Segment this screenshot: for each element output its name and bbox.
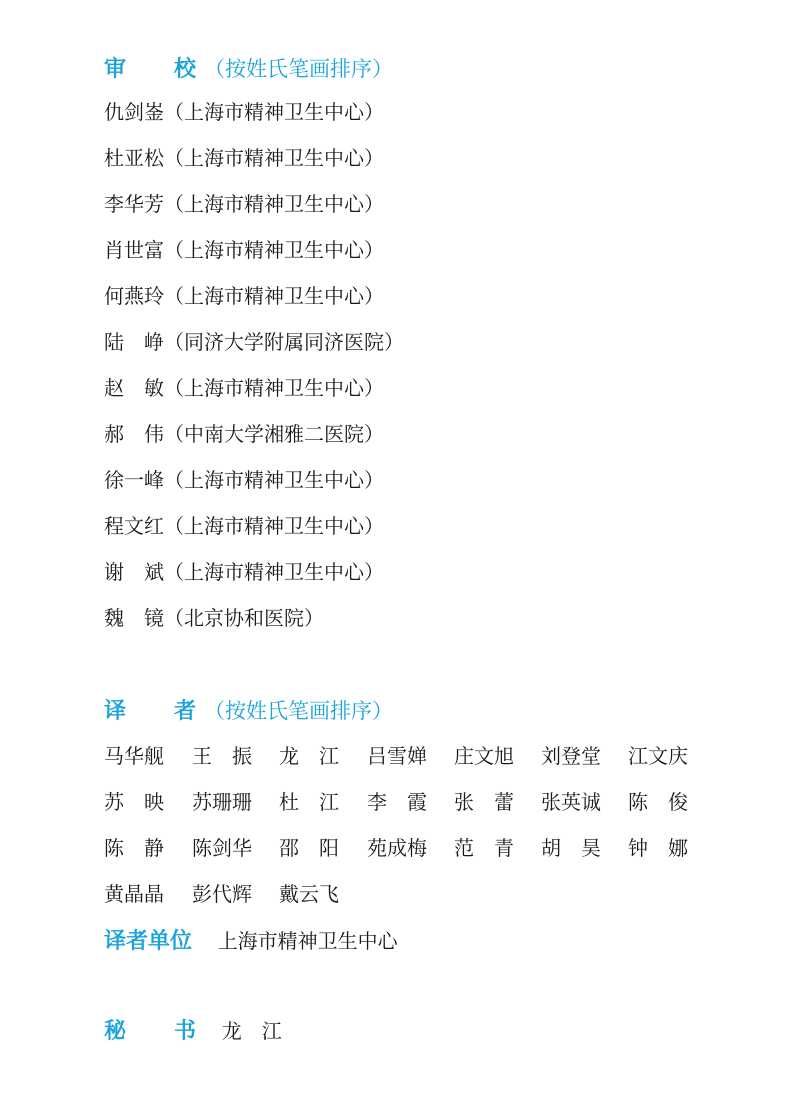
translator-name: 王 振 (192, 744, 252, 768)
reviewer-affiliation: （中南大学湘雅二医院） (164, 422, 384, 446)
translators-heading-b: 者 (174, 699, 197, 724)
translator-name: 范 青 (454, 836, 514, 860)
secretary-label-b: 书 (174, 1019, 197, 1044)
reviewer-name: 肖世富 (104, 238, 164, 262)
reviewer-row (104, 234, 384, 263)
reviewer-affiliation: （上海市精神卫生中心） (164, 514, 384, 538)
translator-unit-label: 译者单位 (104, 929, 193, 954)
reviewer-affiliation: （上海市精神卫生中心） (164, 238, 384, 262)
secretary (104, 1014, 282, 1045)
reviewer-row (104, 326, 404, 355)
reviewers-heading-note: （按姓氏笔画排序） (204, 57, 394, 81)
translator-name: 苑成梅 (367, 836, 427, 860)
reviewer-affiliation: （上海市精神卫生中心） (164, 560, 384, 584)
reviewer-affiliation: （上海市精神卫生中心） (164, 284, 384, 308)
reviewer-name: 李华芳 (104, 192, 164, 216)
reviewer-row (104, 280, 384, 309)
reviewer-row (104, 556, 384, 585)
translator-name: 钟 娜 (628, 836, 688, 860)
translator-name: 龙 江 (279, 744, 339, 768)
reviewer-row (104, 142, 384, 171)
reviewer-row (104, 188, 384, 217)
secretary-value: 龙 江 (221, 1019, 282, 1043)
reviewer-row (104, 510, 384, 539)
translator-unit-value: 上海市精神卫生中心 (217, 929, 398, 953)
reviewer-name: 魏 镜 (104, 606, 164, 630)
translator-row (104, 878, 724, 908)
reviewer-row (104, 464, 384, 493)
reviewer-affiliation: （上海市精神卫生中心） (164, 146, 384, 170)
reviewer-affiliation: （上海市精神卫生中心） (164, 468, 384, 492)
reviewer-name: 陆 峥 (104, 330, 164, 354)
translator-name: 李 霞 (367, 790, 427, 814)
translator-name: 杜 江 (279, 790, 339, 814)
reviewer-name: 郝 伟 (104, 422, 164, 446)
translator-name: 张英诚 (541, 790, 601, 814)
reviewer-name: 徐一峰 (104, 468, 164, 492)
reviewer-row (104, 96, 384, 125)
reviewers-heading (104, 52, 393, 83)
reviewer-name: 赵 敏 (104, 376, 164, 400)
translator-name: 苏珊珊 (192, 790, 252, 814)
reviewer-row (104, 602, 324, 631)
reviewer-name: 谢 斌 (104, 560, 164, 584)
reviewer-name: 何燕玲 (104, 284, 164, 308)
reviewer-affiliation: （上海市精神卫生中心） (164, 192, 384, 216)
translator-name: 陈 俊 (628, 790, 688, 814)
secretary-label-a: 秘 (104, 1019, 127, 1044)
translators-heading (104, 694, 393, 725)
translator-name: 吕雪婵 (367, 744, 427, 768)
reviewers-heading-a: 审 (104, 57, 127, 82)
reviewer-affiliation: （同济大学附属同济医院） (164, 330, 404, 354)
reviewer-affiliation: （上海市精神卫生中心） (164, 376, 384, 400)
translator-name: 戴云飞 (279, 882, 339, 906)
translator-row (104, 832, 724, 862)
translator-name: 胡 昊 (541, 836, 601, 860)
translator-name: 彭代辉 (192, 882, 252, 906)
reviewer-affiliation: （北京协和医院） (164, 606, 324, 630)
translator-row (104, 786, 724, 816)
translators-heading-note: （按姓氏笔画排序） (204, 699, 394, 723)
translator-name: 庄文旭 (454, 744, 514, 768)
translator-name: 张 蕾 (454, 790, 514, 814)
translator-name: 陈剑华 (192, 836, 252, 860)
translators-heading-a: 译 (104, 699, 127, 724)
translator-row (104, 740, 724, 770)
translator-name: 马华舰 (104, 744, 164, 768)
translator-name: 黄晶晶 (104, 882, 164, 906)
reviewer-affiliation: （上海市精神卫生中心） (164, 100, 384, 124)
reviewer-name: 仇剑崟 (104, 100, 164, 124)
translator-unit (104, 924, 398, 955)
reviewer-name: 杜亚松 (104, 146, 164, 170)
reviewer-row (104, 418, 384, 447)
translator-name: 刘登堂 (541, 744, 601, 768)
reviewers-heading-b: 校 (174, 57, 197, 82)
reviewer-row (104, 372, 384, 401)
reviewer-name: 程文红 (104, 514, 164, 538)
translator-name: 江文庆 (628, 744, 688, 768)
translator-name: 苏 映 (104, 790, 164, 814)
translator-name: 邵 阳 (279, 836, 339, 860)
translator-name: 陈 静 (104, 836, 164, 860)
